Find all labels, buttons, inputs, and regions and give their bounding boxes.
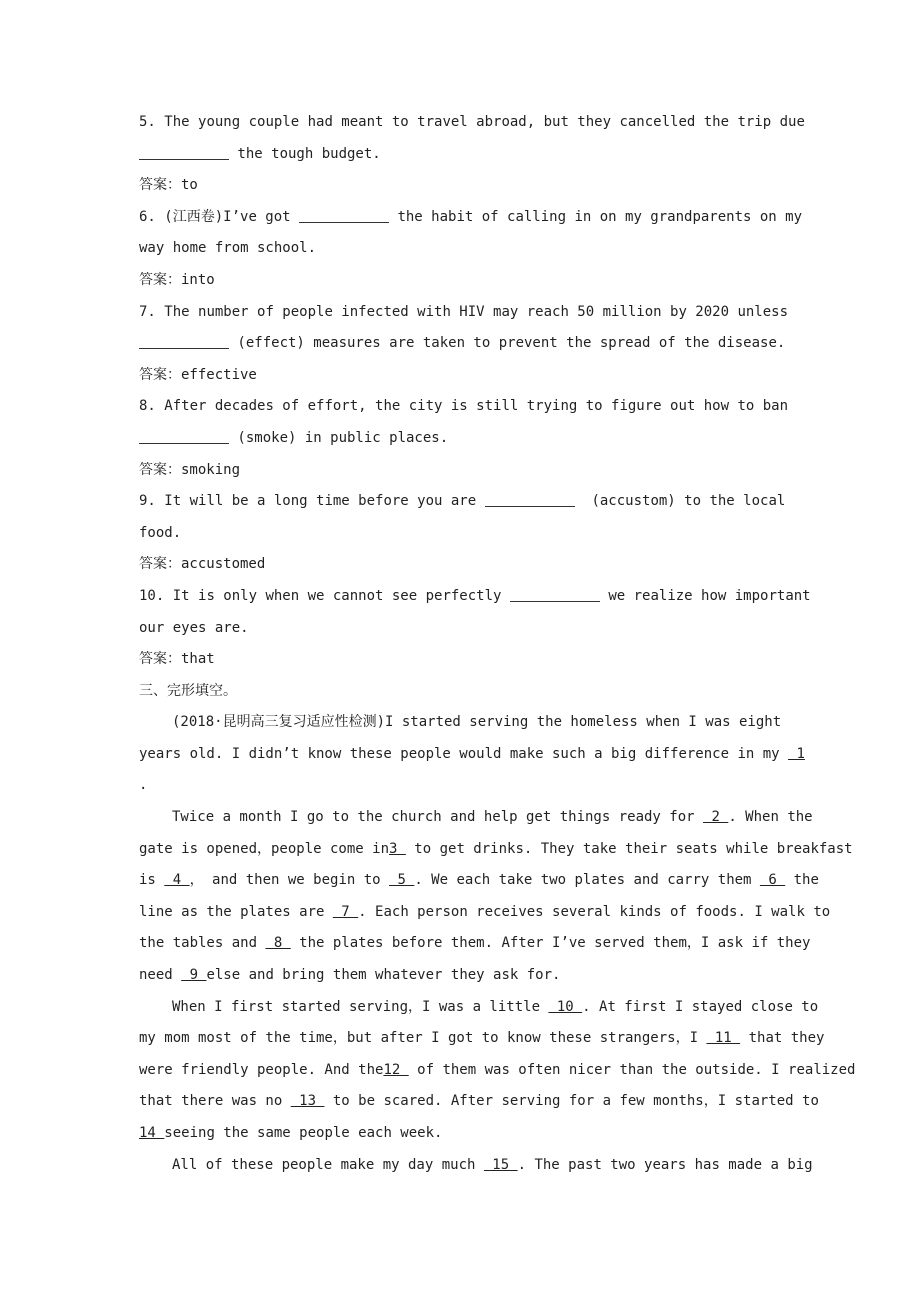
passage-line: [139, 992, 839, 1024]
passage-line: .: [139, 777, 148, 794]
answer-blank: [139, 330, 229, 349]
answer-label: 答案：: [139, 651, 181, 668]
question-7-line-2: [139, 328, 839, 360]
question-9-line-2: [139, 518, 839, 550]
passage-text: . We each take two plates and carry them: [414, 872, 760, 889]
blank-number: 5: [389, 872, 415, 889]
passage-text: . When the: [728, 809, 813, 826]
answer-text: that: [181, 651, 215, 668]
answer-text: smoking: [181, 461, 241, 478]
answer-blank: [510, 583, 600, 602]
passage-line: [139, 834, 853, 866]
passage-text: else and bring them whatever they ask for.: [206, 967, 561, 984]
blank-number: 15: [483, 1156, 518, 1173]
passage-text: Twice a month I go to the church and help get things ready for: [172, 809, 704, 826]
question-text: (effect) measures are taken to prevent the spread of the disease.: [229, 335, 786, 352]
question-text: way home from school.: [139, 240, 317, 257]
passage-text: that they: [740, 1030, 825, 1047]
passage-text: seeing the same people each week.: [164, 1125, 443, 1141]
blank-number: 3: [389, 840, 406, 857]
question-text: The young couple had meant to travel abroad, but they cancelled the trip due: [164, 114, 805, 130]
passage-text: ， and then we begin to: [189, 872, 390, 889]
answer-text: into: [181, 271, 215, 288]
blank-number: 13: [290, 1093, 325, 1110]
answer-text: accustomed: [181, 556, 266, 573]
passage-text: to get drinks. They take their seats while breakfast: [405, 840, 853, 857]
question-text: It is only when we cannot see perfectly: [172, 587, 510, 604]
passage-text: years old. I didn’t know these people would make such a big difference in my: [139, 745, 789, 762]
answer-7: [139, 360, 839, 392]
question-text: food.: [139, 524, 182, 541]
passage-line: [139, 897, 839, 929]
passage-text: . At first I stayed close to: [582, 998, 819, 1015]
blank-number: 6: [759, 872, 786, 889]
answer-label: 答案：: [139, 366, 181, 383]
question-number: 5.: [139, 114, 156, 130]
passage-text: that there was no: [139, 1093, 291, 1110]
passage-text: When I first started serving，I was a little: [172, 998, 549, 1015]
question-7-line-1: [139, 297, 839, 329]
document-content: [139, 107, 856, 1181]
passage-line: [139, 928, 839, 960]
answer-label: 答案：: [139, 177, 181, 194]
section-title: 三、完形填空。: [139, 682, 237, 699]
question-9-line-1: [139, 486, 839, 518]
question-6-line-2: [139, 233, 839, 265]
answer-blank: [485, 488, 575, 507]
passage-line: [139, 1150, 839, 1182]
answer-blank: [139, 425, 229, 444]
passage-text: line as the plates are: [139, 903, 333, 920]
answer-6: [139, 265, 839, 297]
question-text: our eyes are.: [139, 619, 249, 636]
passage-text: the tables and: [139, 935, 266, 952]
blank-number: 7: [332, 903, 359, 920]
blank-number: 11: [706, 1030, 741, 1047]
passage-line: [139, 1086, 839, 1118]
passage-line: [139, 1055, 856, 1087]
passage-text: . Each person receives several kinds of foods. I walk to: [358, 903, 831, 920]
passage-text: . The past two years has made a big: [517, 1156, 813, 1173]
answer-8: [139, 455, 839, 487]
question-6-line-1: [139, 202, 839, 234]
question-text: (江西卷)I’ve got: [164, 208, 300, 225]
passage-line: [139, 802, 839, 834]
question-8-line-1: [139, 391, 839, 423]
question-number: 8.: [139, 398, 156, 415]
question-text: (smoke) in public places.: [229, 429, 449, 446]
question-text: It will be a long time before you are: [164, 493, 485, 510]
passage-text: to be scared. After serving for a few months，I started to: [324, 1093, 819, 1110]
blank-number: 10: [548, 998, 583, 1015]
passage-text: were friendly people. And the: [139, 1061, 384, 1078]
question-10-line-2: [139, 613, 839, 645]
answer-10: [139, 644, 839, 676]
passage-line: [139, 960, 839, 992]
blank-number: 12: [383, 1061, 409, 1078]
answer-blank: [299, 204, 389, 223]
blank-number: 14: [139, 1125, 165, 1141]
answer-5: [139, 170, 839, 202]
passage-line: [139, 1023, 839, 1055]
question-5-line-2: [139, 139, 839, 171]
passage-text: need: [139, 967, 182, 984]
passage-line: [139, 1118, 839, 1150]
passage-text: the plates before them. After I’ve served them，I ask if they: [290, 935, 811, 952]
answer-9: [139, 549, 839, 581]
question-5-line-1: [139, 107, 839, 139]
question-text: the habit of calling in on my grandparents on my: [389, 208, 803, 225]
question-number: 10.: [139, 587, 165, 604]
question-text: After decades of effort, the city is still trying to figure out how to ban: [164, 398, 789, 415]
answer-label: 答案：: [139, 271, 181, 288]
passage-text: All of these people make my day much: [172, 1156, 484, 1173]
passage-text: gate is opened，people come in: [139, 840, 390, 857]
passage-text: the: [785, 872, 819, 889]
passage-text: is: [139, 872, 165, 889]
answer-blank: [139, 141, 229, 160]
passage-text: of them was often nicer than the outside. I realized: [408, 1061, 856, 1078]
passage-line: [139, 865, 839, 897]
question-text: The number of people infected with HIV may reach 50 million by 2020 unless: [164, 303, 789, 320]
answer-label: 答案：: [139, 461, 181, 478]
blank-number: 2: [703, 809, 729, 826]
answer-text: to: [181, 177, 198, 194]
blank-number: 1: [788, 745, 805, 762]
question-number: 9.: [139, 493, 156, 510]
answer-text: effective: [181, 366, 257, 383]
question-text: the tough budget.: [229, 145, 381, 162]
question-number: 6.: [139, 208, 156, 225]
question-text: (accustom) to the local: [574, 493, 786, 510]
blank-number: 4: [164, 872, 190, 889]
passage-line: (2018·昆明高三复习适应性检测)I started serving the homeless when I was eight: [172, 714, 782, 731]
question-number: 7.: [139, 303, 156, 320]
blank-number: 9: [181, 967, 207, 984]
passage-line: [139, 739, 839, 771]
question-10-line-1: [139, 581, 839, 613]
passage-text: my mom most of the time，but after I got to know these strangers，I: [139, 1030, 707, 1047]
question-8-line-2: [139, 423, 839, 455]
question-text: we realize how important: [599, 587, 811, 604]
blank-number: 8: [265, 935, 291, 952]
answer-label: 答案：: [139, 556, 181, 573]
